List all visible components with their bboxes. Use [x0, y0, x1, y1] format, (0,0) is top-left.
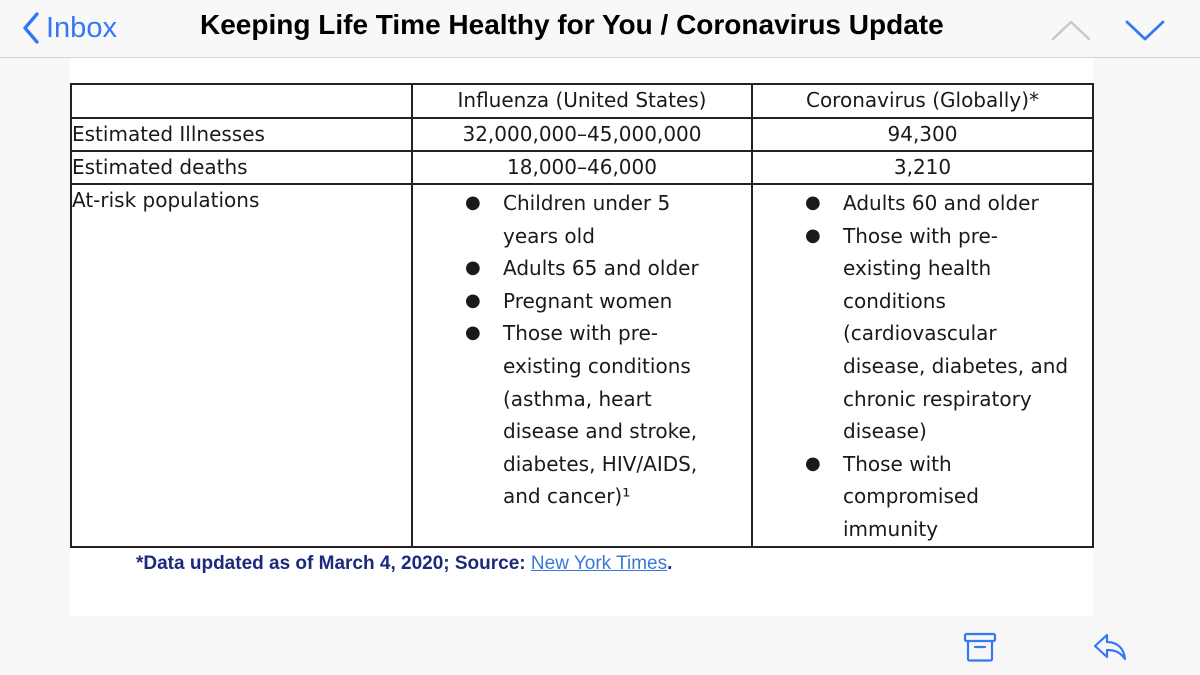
chevron-left-icon	[22, 12, 40, 44]
list-item: existing health	[843, 256, 992, 281]
back-to-inbox-button[interactable]	[22, 10, 117, 46]
flu-at-risk-cell	[412, 184, 752, 547]
next-message-button[interactable]	[1123, 14, 1167, 46]
back-label: Inbox	[46, 11, 117, 44]
list-item: years old	[503, 223, 595, 248]
list-item: compromised	[843, 484, 979, 509]
bullet-icon: ●	[805, 224, 821, 246]
table-row	[71, 184, 1093, 547]
list-item: existing conditions	[503, 353, 691, 378]
list-item: immunity	[843, 516, 939, 541]
data-source-footnote	[136, 553, 672, 575]
comparison-table	[70, 83, 1094, 548]
list-item: (cardiovascular	[843, 321, 997, 346]
list-item: ● Those with pre-	[753, 220, 1092, 253]
navigation-bar	[0, 0, 1200, 58]
flu-illnesses-value: 32,000,000–45,000,000	[412, 118, 752, 151]
list-item: ● Children under 5	[413, 187, 751, 220]
message-body	[70, 58, 1093, 616]
list-item: disease and stroke,	[503, 419, 698, 444]
row-label-deaths: Estimated deaths	[71, 151, 412, 184]
chevron-down-icon	[1123, 14, 1167, 46]
bullet-icon: ●	[465, 257, 481, 279]
archive-button[interactable]	[962, 630, 998, 664]
list-item: chronic respiratory	[843, 386, 1032, 411]
covid-at-risk-cell	[752, 184, 1093, 547]
row-label-at-risk: At-risk populations	[71, 184, 412, 547]
list-item: conditions	[843, 288, 946, 313]
footnote-prefix: *Data updated as of March 4, 2020; Source:	[136, 553, 531, 574]
covid-at-risk-list	[753, 187, 1092, 546]
covid-illnesses-value: 94,300	[752, 118, 1093, 151]
covid-deaths-value: 3,210	[752, 151, 1093, 184]
bottom-toolbar	[0, 616, 1200, 675]
footnote-suffix: .	[667, 553, 673, 574]
list-item: diabetes, HIV/AIDS,	[503, 451, 698, 476]
bullet-icon: ●	[465, 192, 481, 213]
list-item: (asthma, heart	[503, 386, 652, 411]
list-item: ● Those with pre-	[413, 317, 751, 350]
reply-button[interactable]	[1092, 630, 1128, 664]
bullet-icon: ●	[465, 322, 481, 344]
archive-icon	[962, 630, 998, 664]
bullet-icon: ●	[805, 192, 821, 213]
list-item: disease)	[843, 419, 927, 444]
flu-at-risk-list	[413, 187, 751, 513]
table-row	[71, 118, 1093, 151]
list-item: ● Pregnant women	[413, 285, 751, 318]
list-item: disease, diabetes, and	[843, 353, 1069, 378]
reply-icon	[1092, 630, 1128, 664]
previous-message-button[interactable]	[1049, 14, 1093, 46]
bullet-icon: ●	[465, 289, 481, 311]
list-item: ● Adults 65 and older	[413, 252, 751, 285]
list-item: ● Adults 60 and older	[753, 187, 1092, 220]
list-item: and cancer)¹	[503, 484, 631, 509]
bullet-icon: ●	[805, 452, 821, 474]
flu-deaths-value: 18,000–46,000	[412, 151, 752, 184]
chevron-up-icon	[1049, 14, 1093, 46]
header-empty	[71, 84, 412, 118]
list-item: ● Those with	[753, 448, 1092, 481]
header-influenza: Influenza (United States)	[412, 84, 752, 118]
row-label-illnesses: Estimated Illnesses	[71, 118, 412, 151]
table-header-row	[71, 84, 1093, 118]
header-coronavirus: Coronavirus (Globally)*	[752, 84, 1093, 118]
message-subject: Keeping Life Time Healthy for You / Coronavirus Update	[200, 9, 944, 40]
table-row	[71, 151, 1093, 184]
source-link[interactable]: New York Times	[530, 553, 668, 574]
